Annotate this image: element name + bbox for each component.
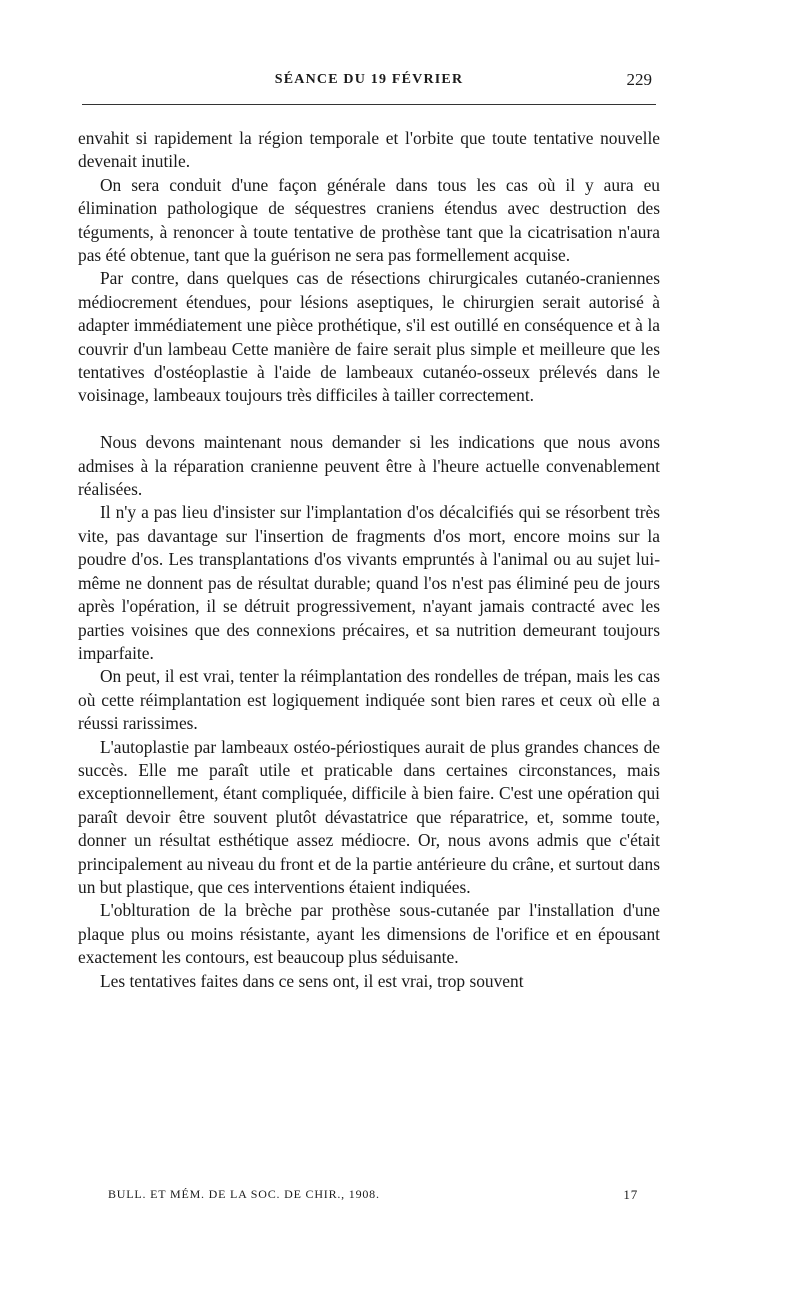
footer-signature-mark: 17 <box>623 1187 638 1202</box>
paragraph-6: On peut, il est vrai, tenter la réimplantation des rondelles de trépan, mais les cas où cette réimplantation est logiquement indiquée sont bien rares et ceux où elle a réussi rarissimes. <box>78 666 660 734</box>
paragraph-5: Il n'y a pas lieu d'insister sur l'implantation d'os décalcifiés qui se résorbent très vite, pas davantage sur l'insertion de fragments d'os mort, encore moins sur la poudre d'os. Les transplantations d'os vivants empruntés à l'animal ou au sujet lui-même ne donnent pas de résultat durable; quand l'os n'est pas éliminé peu de jours après l'opération, il se détruit progressivement, n'ayant jamais contracté avec les parties voisines que des connexions précaires, et sa nutrition demeurant toujours imparfaite. <box>78 502 660 663</box>
page-number: 229 <box>626 70 652 89</box>
page-header <box>78 72 660 98</box>
paragraph-3: Par contre, dans quelques cas de résections chirurgicales cutanéo-craniennes médiocrement étendues, pour lésions aseptiques, le chirurgien serait autorisé à adapter immédiatement une pièce prothétique, s'il est outillé en conséquence et à la couvrir d'un lambeau Cette manière de faire serait plus simple et meilleure que les tentatives d'ostéoplastie à l'aide de lambeaux cutanéo-osseux prélevés dans le voisinage, lambeaux toujours très difficiles à tailler correctement. <box>78 268 660 406</box>
running-title: SÉANCE DU 19 FÉVRIER <box>274 72 464 87</box>
paragraph-8: L'oblturation de la brèche par prothèse sous-cutanée par l'installation d'une plaque plus ou moins résistante, ayant les dimensions de l'orifice et en épousant exactement les contours, est beaucoup plus séduisante. <box>78 900 660 968</box>
paragraph-7: L'autoplastie par lambeaux ostéo-périostiques aurait de plus grandes chances de succès. Elle me paraît utile et praticable dans certaines circonstances, mais exceptionnellement, étant compliquée, difficile à bien faire. C'est une opération qui paraît devoir être souvent plutôt dévastatrice que réparatrice, et, somme toute, donner un résultat esthétique assez médiocre. Or, nous avons admis que c'était principalement au niveau du front et de la partie antérieure du crâne, et surtout dans un but plastique, que ces interventions étaient indiquées. <box>78 736 660 897</box>
book-page <box>78 0 660 1295</box>
header-rule <box>82 104 656 105</box>
paragraph-4: Nous devons maintenant nous demander si les indications que nous avons admises à la réparation cranienne peuvent être à l'heure actuelle convenablement réalisées. <box>78 432 660 500</box>
paragraph-1: envahit si rapidement la région temporale et l'orbite que toute tentative nouvelle devenait inutile. <box>78 128 660 172</box>
paragraph-9: Les tentatives faites dans ce sens ont, il est vrai, trop souvent <box>100 970 524 991</box>
paragraph-2: On sera conduit d'une façon générale dans tous les cas où il y aura eu élimination pathologique de séquestres craniens étendus avec destruction des téguments, à renoncer à toute tentative de prothèse tant que la cicatrisation n'aura pas été obtenue, tant que la guérison ne sera pas formellement acquise. <box>78 174 660 266</box>
body-text <box>78 127 660 993</box>
footer-journal-reference: BULL. ET MÉM. DE LA SOC. DE CHIR., 1908. <box>108 1187 380 1201</box>
